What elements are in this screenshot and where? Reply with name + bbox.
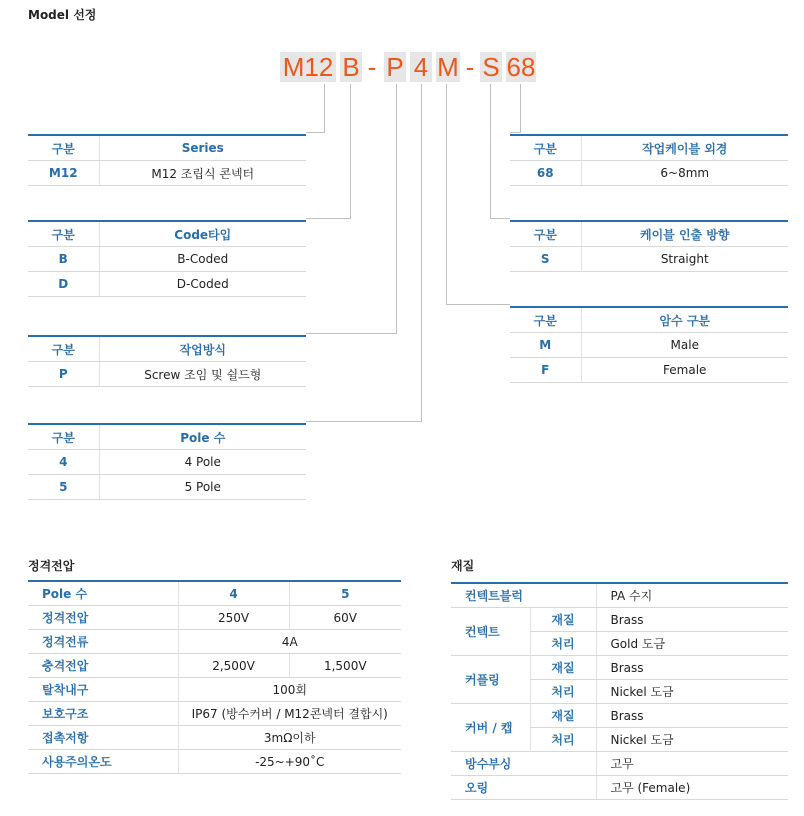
table-row: 충격전압 2,500V 1,500V — [28, 654, 401, 678]
series-table — [28, 134, 306, 186]
rating-table — [28, 580, 401, 774]
code-gender: M — [437, 52, 459, 82]
code-pole: 4 — [410, 52, 432, 82]
direction-header-name: 케이블 인출 방향 — [581, 221, 788, 247]
model-selection-title: Model 선정 — [28, 8, 97, 22]
cable-header-name: 작업케이블 외경 — [581, 135, 788, 161]
direction-header-category: 구분 — [510, 221, 581, 247]
table-row: 커플링 재질 Brass — [451, 656, 788, 680]
table-row: M Male — [510, 333, 788, 358]
code-cable: 68 — [506, 52, 536, 82]
cable-header-category: 구분 — [510, 135, 581, 161]
material-table — [451, 582, 788, 800]
table-row: 오링 고무 (Female) — [451, 776, 788, 800]
table-row: 처리 Nickel 도금 — [451, 728, 788, 752]
table-row: 컨텍트 재질 Brass — [451, 608, 788, 632]
table-row: 탈착내구 100회 — [28, 678, 401, 702]
material-title: 재질 — [451, 559, 475, 573]
table-row: B B-Coded — [28, 247, 306, 272]
table-row: Pole 수 4 5 — [28, 581, 401, 606]
table-row: 처리 Nickel 도금 — [451, 680, 788, 704]
pole-table — [28, 423, 306, 500]
table-row: 접촉저항 3mΩ이하 — [28, 726, 401, 750]
table-row: 정격전류 4A — [28, 630, 401, 654]
table-row: F Female — [510, 358, 788, 383]
codetype-header-name: Code타입 — [99, 221, 306, 247]
table-row: 커버 / 캡 재질 Brass — [451, 704, 788, 728]
table-row: 사용주의온도 -25~+90˚C — [28, 750, 401, 774]
cable-table — [510, 134, 788, 186]
code-type: B — [340, 52, 362, 82]
table-row: 처리 Gold 도금 — [451, 632, 788, 656]
pole-header-category: 구분 — [28, 424, 99, 450]
code-dash-2: - — [465, 52, 475, 82]
code-direction: S — [480, 52, 502, 82]
table-row: P Screw 조임 및 쉴드형 — [28, 362, 306, 387]
table-row: D D-Coded — [28, 272, 306, 297]
table-row: 보호구조 IP67 (방수커버 / M12콘넥터 결합시) — [28, 702, 401, 726]
method-header-name: 작업방식 — [99, 336, 306, 362]
method-table — [28, 335, 306, 387]
table-row: 4 4 Pole — [28, 450, 306, 475]
gender-table — [510, 306, 788, 383]
table-row: 컨텍트블럭 PA 수지 — [451, 583, 788, 608]
code-series: M12 — [280, 52, 336, 82]
code-dash-1: - — [367, 52, 377, 82]
table-row: M12 M12 조립식 콘넥터 — [28, 161, 306, 186]
gender-header-category: 구분 — [510, 307, 581, 333]
series-header-name: Series — [99, 135, 306, 161]
table-row: S Straight — [510, 247, 788, 272]
direction-table — [510, 220, 788, 272]
gender-header-name: 암수 구분 — [581, 307, 788, 333]
code-method: P — [384, 52, 406, 82]
rating-title: 정격전압 — [28, 559, 75, 573]
method-header-category: 구분 — [28, 336, 99, 362]
series-header-category: 구분 — [28, 135, 99, 161]
pole-header-name: Pole 수 — [99, 424, 306, 450]
table-row: 정격전압 250V 60V — [28, 606, 401, 630]
table-row: 방수부싱 고무 — [451, 752, 788, 776]
codetype-table — [28, 220, 306, 297]
table-row: 68 6~8mm — [510, 161, 788, 186]
codetype-header-category: 구분 — [28, 221, 99, 247]
table-row: 5 5 Pole — [28, 475, 306, 500]
